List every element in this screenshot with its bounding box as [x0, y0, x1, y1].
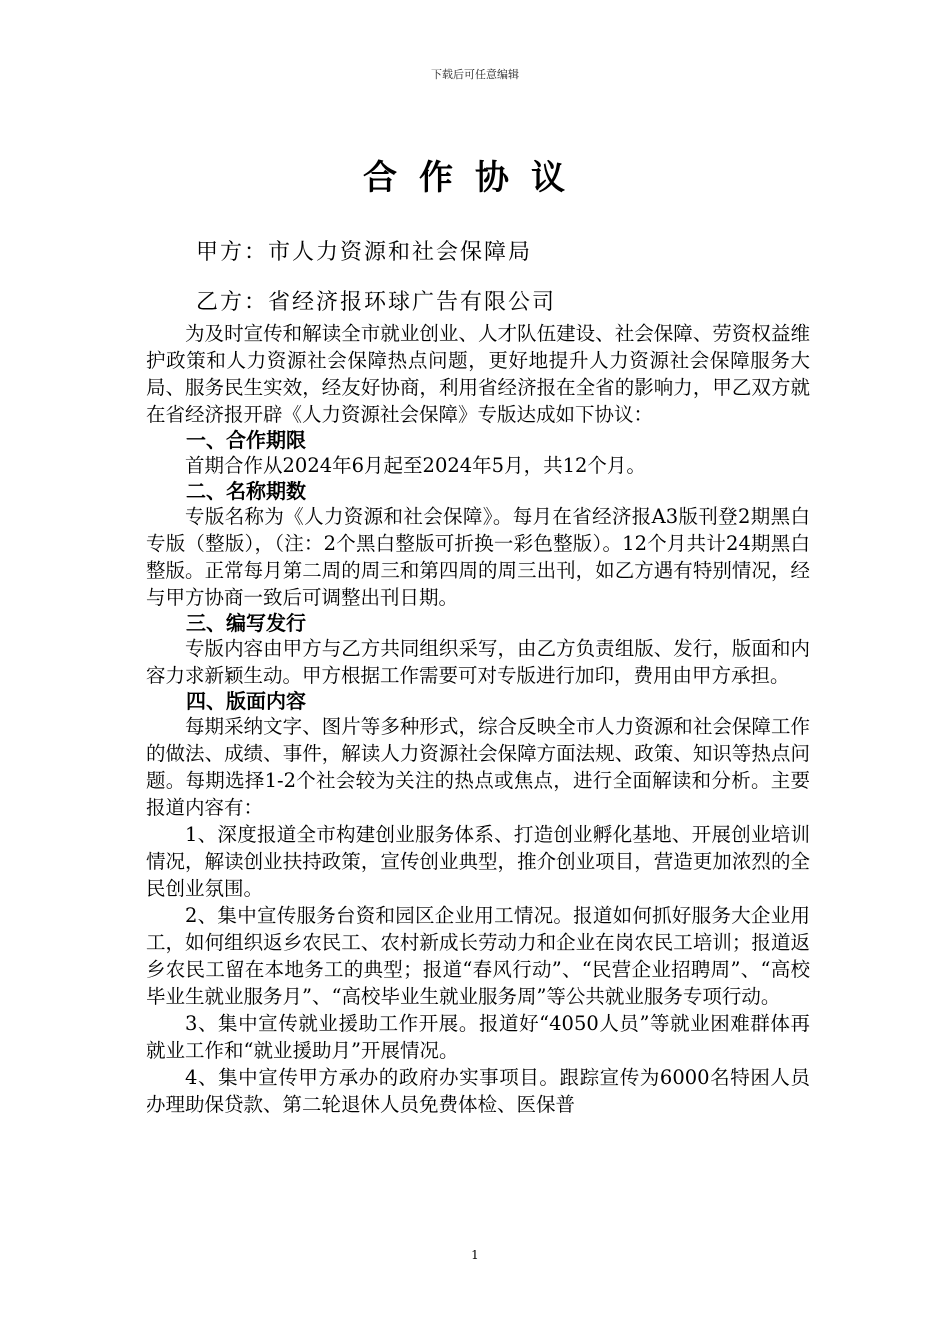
section-paragraph: 3、集中宣传就业援助工作开展。报道好“4050人员”等就业困难群体再就业工作和“就业援助月”开展情况。: [146, 1012, 810, 1062]
party-b: 乙方：省经济报环球广告有限公司: [196, 290, 557, 315]
section-paragraph: 每期采纳文字、图片等多种形式，综合反映全市人力资源和社会保障工作的做法、成绩、事件，解读人力资源社会保障方面法规、政策、知识等热点问题。每期选择1-2个社会较为关注的热点或焦点，进行全面解读和分析。主要报道内容有：: [146, 715, 810, 819]
document-title: 合作协议: [363, 158, 587, 198]
page-number: 1: [471, 1248, 479, 1262]
party-a: 甲方：市人力资源和社会保障局: [196, 240, 533, 265]
section-heading: 三、编写发行: [186, 611, 306, 635]
section-paragraph: 专版名称为《人力资源和社会保障》。每月在省经济报A3版刊登2期黑白专版（整版），（注：2个黑白整版可折换一彩色整版）。12个月共计24期黑白整版。正常每月第二周的周三和第四周的周三出刊，如乙方遇有特别情况，经与甲方协商一致后可调整出刊日期。: [146, 505, 810, 609]
section-paragraph: 1、深度报道全市构建创业服务体系、打造创业孵化基地、开展创业培训情况，解读创业扶持政策，宣传创业典型，推介创业项目，营造更加浓烈的全民创业氛围。: [146, 823, 810, 900]
header-note: 下载后可任意编辑: [431, 68, 519, 81]
section-paragraph: 首期合作从2024年6月起至2024年5月，共12个月。: [185, 454, 646, 477]
section-heading: 四、版面内容: [186, 689, 306, 713]
document-body: [146, 320, 810, 1118]
section-paragraph: 专版内容由甲方与乙方共同组织采写，由乙方负责组版、发行，版面和内容力求新颖生动。甲方根据工作需要可对专版进行加印，费用由甲方承担。: [146, 637, 810, 687]
section-heading: 一、合作期限: [186, 428, 306, 452]
section-heading: 二、名称期数: [186, 479, 306, 503]
section-paragraph: 4、集中宣传甲方承办的政府办实事项目。跟踪宣传为6000名特困人员办理助保贷款、第二轮退休人员免费体检、医保普: [146, 1066, 810, 1116]
section-paragraph: 2、集中宣传服务台资和园区企业用工情况。报道如何抓好服务大企业用工，如何组织返乡农民工、农村新成长劳动力和企业在岗农民工培训；报道返乡农民工留在本地务工的典型；报道“春风行动”、“民营企业招聘周”、“高校毕业生就业服务月”、“高校毕业生就业服务周”等公共就业服务专项行动。: [146, 904, 810, 1008]
intro-paragraph: 为及时宣传和解读全市就业创业、人才队伍建设、社会保障、劳资权益维护政策和人力资源社会保障热点问题，更好地提升人力资源社会保障服务大局、服务民生实效，经友好协商，利用省经济报在全省的影响力，甲乙双方就在省经济报开辟《人力资源社会保障》专版达成如下协议：: [146, 322, 810, 426]
